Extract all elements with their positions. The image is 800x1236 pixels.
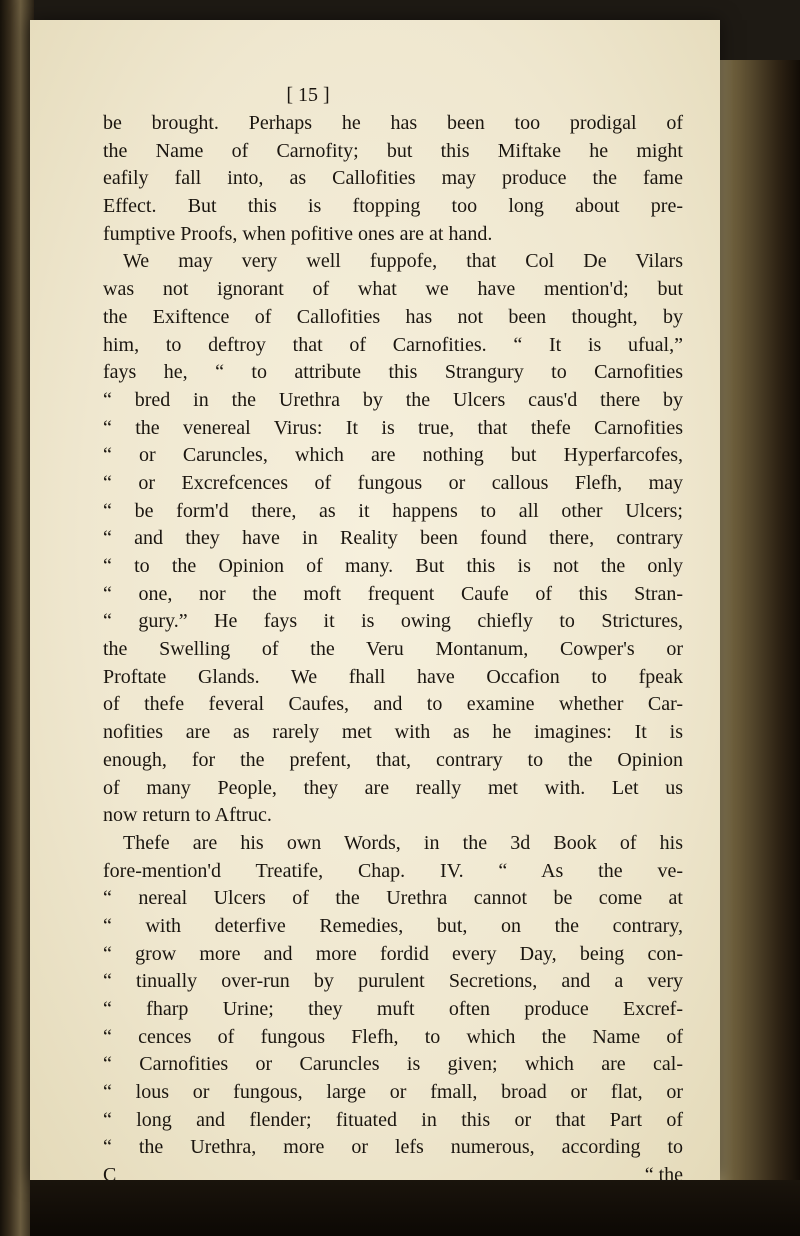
- text-line: the Swelling of the Veru Montanum, Cowper's or: [103, 638, 683, 661]
- text-line: be brought. Perhaps he has been too prodigal of: [103, 112, 683, 134]
- text-line: of thefe feveral Caufes, and to examine whether Car-: [103, 693, 683, 716]
- text-line: We may very well fuppofe, that Col De Vilars: [123, 250, 683, 273]
- text-line: nofities are as rarely met with as he imagines: It is: [103, 721, 683, 744]
- signature-mark: C: [103, 1164, 117, 1187]
- text-line: Proftate Glands. We fhall have Occafion to fpeak: [103, 665, 683, 688]
- text-line: Thefe are his own Words, in the 3d Book of his: [123, 831, 683, 854]
- text-line: “ tinually over-run by purulent Secretions, and a very: [103, 970, 683, 993]
- text-line: “ bred in the Urethra by the Ulcers caus'd there by: [103, 388, 683, 411]
- text-line: was not ignorant of what we have mention'd; but: [103, 278, 683, 301]
- text-line: fumptive Proofs, when pofitive ones are at hand.: [103, 222, 493, 245]
- page-text: [103, 110, 683, 1190]
- text-line: “ nereal Ulcers of the Urethra cannot be come at: [103, 887, 683, 910]
- text-line: “ the venereal Virus: It is true, that thefe Carnofities: [103, 416, 683, 439]
- text-line: “ with deterfive Remedies, but, on the contrary,: [103, 914, 683, 937]
- book-binding-left: [0, 0, 34, 1236]
- page-footer: [103, 1162, 683, 1190]
- text-line: of many People, they are really met with. Let us: [103, 776, 683, 799]
- text-line: “ the Urethra, more or lefs numerous, according to: [103, 1136, 683, 1159]
- text-line: “ one, nor the moft frequent Caufe of this Stran-: [103, 582, 683, 605]
- text-line: now return to Aftruc.: [103, 804, 272, 827]
- text-line: enough, for the prefent, that, contrary to the Opinion: [103, 748, 683, 771]
- text-line: fays he, “ to attribute this Strangury to Carnofities: [103, 361, 683, 384]
- text-line: “ and they have in Reality been found there, contrary: [103, 527, 683, 550]
- catchword: “ the: [644, 1164, 683, 1187]
- text-line: “ be form'd there, as it happens to all other Ulcers;: [103, 499, 683, 522]
- text-line: “ grow more and more fordid every Day, being con-: [103, 942, 683, 965]
- text-line: “ Carnofities or Caruncles is given; which are cal-: [103, 1053, 683, 1076]
- text-line: fore-mention'd Treatife, Chap. IV. “ As the ve-: [103, 859, 683, 882]
- text-line: “ or Excrefcences of fungous or callous Flefh, may: [103, 471, 683, 494]
- text-line: “ or Caruncles, which are nothing but Hyperfarcofes,: [103, 444, 683, 467]
- text-line: the Exiftence of Callofities has not been thought, by: [103, 305, 683, 328]
- text-line: the Name of Carnofity; but this Miftake he might: [103, 139, 683, 162]
- text-line: “ gury.” He fays it is owing chiefly to Strictures,: [103, 610, 683, 633]
- text-line: “ long and flender; fituated in this or that Part of: [103, 1108, 683, 1131]
- text-line: him, to deftroy that of Carnofities. “ It is ufual,”: [103, 333, 683, 356]
- text-line: Effect. But this is ftopping too long about pre-: [103, 195, 683, 218]
- page-number: [ 15 ]: [286, 84, 330, 106]
- text-line: eafily fall into, as Callofities may produce the fame: [103, 167, 683, 190]
- text-line: “ lous or fungous, large or fmall, broad or flat, or: [103, 1081, 683, 1104]
- text-line: “ cences of fungous Flefh, to which the Name of: [103, 1025, 683, 1048]
- text-line: “ to the Opinion of many. But this is not the only: [103, 555, 683, 577]
- text-line: “ fharp Urine; they muft often produce Excref-: [103, 998, 683, 1020]
